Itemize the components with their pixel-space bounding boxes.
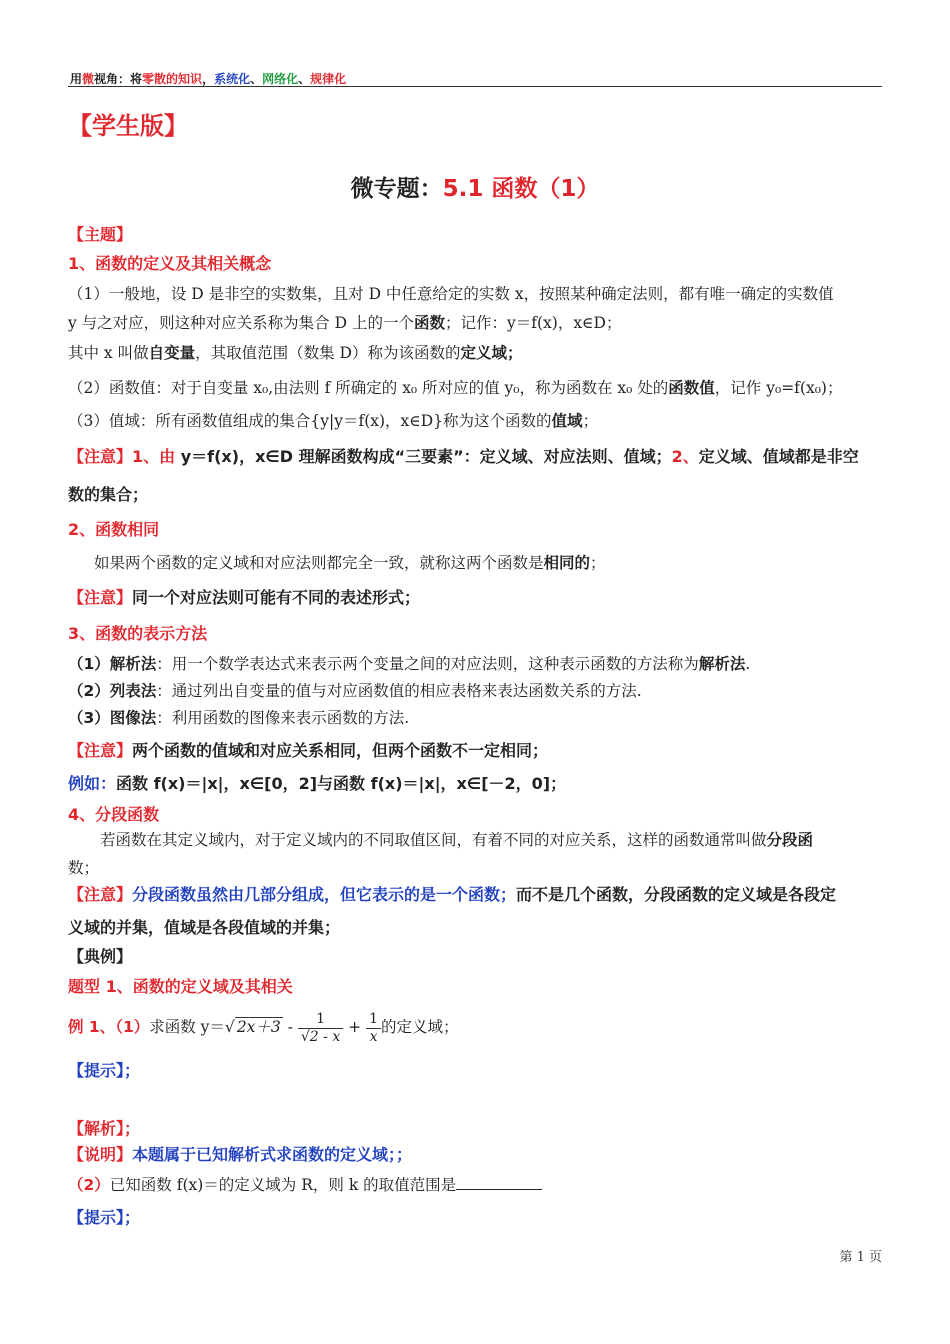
type-1-heading: 题型 1、函数的定义域及其相关 (68, 977, 293, 996)
note-tag: 【注意】 (68, 447, 133, 466)
page-number: 第 1 页 (839, 1250, 882, 1265)
text: 的定义域； (381, 1018, 459, 1036)
note-2 (68, 585, 420, 608)
note-1-line-2: 数的集合； (68, 485, 149, 504)
explain-tag: 【说明】 (68, 1145, 133, 1164)
note-text: 两个函数的值域和对应关系相同，但两个函数不一定相同； (132, 741, 549, 760)
title-prefix: 微专题： (350, 176, 443, 202)
note-blue-text: 分段函数虽然由几部分组成，但它表示的是一个函数； (132, 885, 517, 904)
term-function: 函数 (413, 314, 445, 332)
s3-method-3 (68, 706, 409, 728)
text: 若函数在其定义域内，对于定义域内的不同取值区间，有着不同的对应关系，这样的函数通常叫做 (100, 831, 767, 849)
s3-method-2 (68, 679, 642, 701)
s3-method-1 (68, 652, 750, 674)
text: y 与之对应，则这种对应关系称为集合 D 上的一个 (68, 314, 414, 332)
hint-2: 【提示】； (68, 1208, 141, 1227)
example-line (68, 771, 566, 794)
analysis-label: 【解析】； (68, 1119, 141, 1138)
header-divider (68, 86, 882, 87)
example-1-part-2 (68, 1173, 542, 1195)
note-text: 而不是几个函数，分段函数的定义域是各段定 (516, 885, 837, 904)
header-part: 规律化 (310, 72, 347, 86)
text: ，其取值范围（数集 D）称为该函数的 (195, 344, 461, 362)
explain-text: 本题属于已知解析式求函数的定义域；； (132, 1145, 413, 1164)
text: 已知函数 f(x)＝的定义域为 R，则 k 的取值范围是 (109, 1176, 457, 1194)
hint-1: 【提示】； (68, 1061, 141, 1080)
method-label: （2）列表法 (68, 682, 157, 700)
text: ：利用函数的图像来表示函数的方法. (156, 709, 410, 727)
theme-label: 【主题】 (68, 225, 133, 244)
example-part: （2） (68, 1176, 110, 1194)
header-part: 用 (70, 72, 83, 86)
s1-line-3 (68, 341, 523, 363)
header-part: 零散的知识 (142, 72, 203, 86)
text: 求函数 y＝ (149, 1018, 225, 1036)
note-tag: 【注意】 (68, 741, 133, 760)
minus: - (282, 1018, 298, 1036)
term-function-value: 函数值 (668, 379, 715, 397)
typical-examples-label: 【典例】 (68, 947, 133, 966)
text: 如果两个函数的定义域和对应法则都完全一致，就称这两个函数是 (94, 554, 544, 572)
note-1 (68, 444, 859, 467)
text: ； (590, 554, 606, 572)
plus: + (343, 1018, 367, 1036)
s4-line-1 (100, 828, 813, 850)
s1-line-2 (68, 311, 621, 333)
denominator: x (366, 1028, 381, 1046)
header-part: 、 (298, 72, 311, 86)
section-2-heading: 2、函数相同 (68, 520, 160, 539)
header-part: 视角：将 (94, 72, 143, 86)
header-part: 微 (82, 72, 95, 86)
denominator: √2 - x (298, 1028, 343, 1046)
header-part: 系统化 (214, 72, 251, 86)
note-num: 1、由 (132, 447, 176, 466)
example-label: 例 1、 (68, 1018, 116, 1036)
section-3-heading: 3、函数的表示方法 (68, 624, 208, 643)
note-text: 定义域、值域都是非空 (698, 447, 859, 466)
text: ：通过列出自变量的值与对应函数值的相应表格来表达函数关系的方法. (156, 682, 642, 700)
method-label: （1）解析法 (68, 655, 157, 673)
edition-label: 【学生版】 (68, 112, 188, 140)
s1-line-5 (68, 409, 598, 431)
text: ；记作：y＝f(x)，x∈D； (444, 314, 622, 332)
note-text: 同一个对应法则可能有不同的表述形式； (132, 588, 421, 607)
method-label: （3）图像法 (68, 709, 157, 727)
example-label: 例如： (68, 774, 117, 793)
text: 其中 x 叫做 (68, 344, 149, 362)
fraction-1 (298, 1011, 343, 1046)
explain-line (68, 1142, 412, 1165)
sqrt-expression: √ 2x＋3 (224, 1018, 281, 1036)
term-variable: 自变量 (148, 344, 196, 362)
term-domain: 定义域； (460, 344, 523, 362)
radicand: 2x＋3 (236, 1018, 281, 1036)
page-header-slogan (70, 70, 346, 87)
note-tag: 【注意】 (68, 588, 133, 607)
section-1-heading: 1、函数的定义及其相关概念 (68, 254, 272, 273)
header-part: 网络化 (262, 72, 299, 86)
text: ； (582, 412, 599, 430)
title-number: 5.1 (442, 176, 484, 202)
note-3 (68, 738, 548, 761)
section-4-heading: 4、分段函数 (68, 805, 160, 824)
numerator: 1 (316, 1010, 326, 1027)
text: （2）函数值：对于自变量 x₀,由法则 f 所确定的 x₀ 所对应的值 y₀，称为函数在 x₀ 处的 (68, 379, 669, 397)
example-text: 函数 f(x)＝|x|，x∈[0，2]与函数 f(x)＝|x|，x∈[－2，0]； (116, 774, 567, 793)
s2-line-1 (94, 551, 606, 573)
term-range: 值域 (551, 412, 583, 430)
s1-line-1: （1）一般地，设 D 是非空的实数集，且对 D 中任意给定的实数 x，按照某种确定法则，都有唯一确定的实数值 (68, 285, 834, 303)
note-tag: 【注意】 (68, 885, 133, 904)
text: ：用一个数学表达式来表示两个变量之间的对应法则，这种表示函数的方法称为 (156, 655, 699, 673)
term-piecewise: 分段函 (766, 831, 814, 849)
example-part: （1） (115, 1018, 150, 1036)
text: （3）值域：所有函数值组成的集合{y|y＝f(x)，x∈D}称为这个函数的 (68, 412, 552, 430)
s1-line-4 (68, 376, 842, 398)
text: ，记作 y₀=f(x₀)； (714, 379, 843, 397)
answer-blank (456, 1175, 542, 1190)
page-title (0, 170, 950, 203)
note-text: y＝f(x)，x∈D 理解函数构成“三要素”：定义域、对应法则、值域； (175, 447, 672, 466)
header-part: ， (202, 72, 215, 86)
note-4-line-2: 义域的并集，值域是各段值域的并集； (68, 918, 341, 937)
note-num: 2、 (671, 447, 699, 466)
term-analytic: 解析法 (698, 655, 746, 673)
fraction-2 (366, 1011, 381, 1046)
s4-line-2: 数； (68, 859, 100, 877)
header-part: 、 (250, 72, 263, 86)
text: . (745, 655, 751, 673)
note-4 (68, 882, 836, 905)
term-same: 相同的 (543, 554, 591, 572)
numerator: 1 (369, 1010, 378, 1027)
title-name: 函数（1） (483, 176, 600, 202)
example-1 (68, 1010, 459, 1052)
